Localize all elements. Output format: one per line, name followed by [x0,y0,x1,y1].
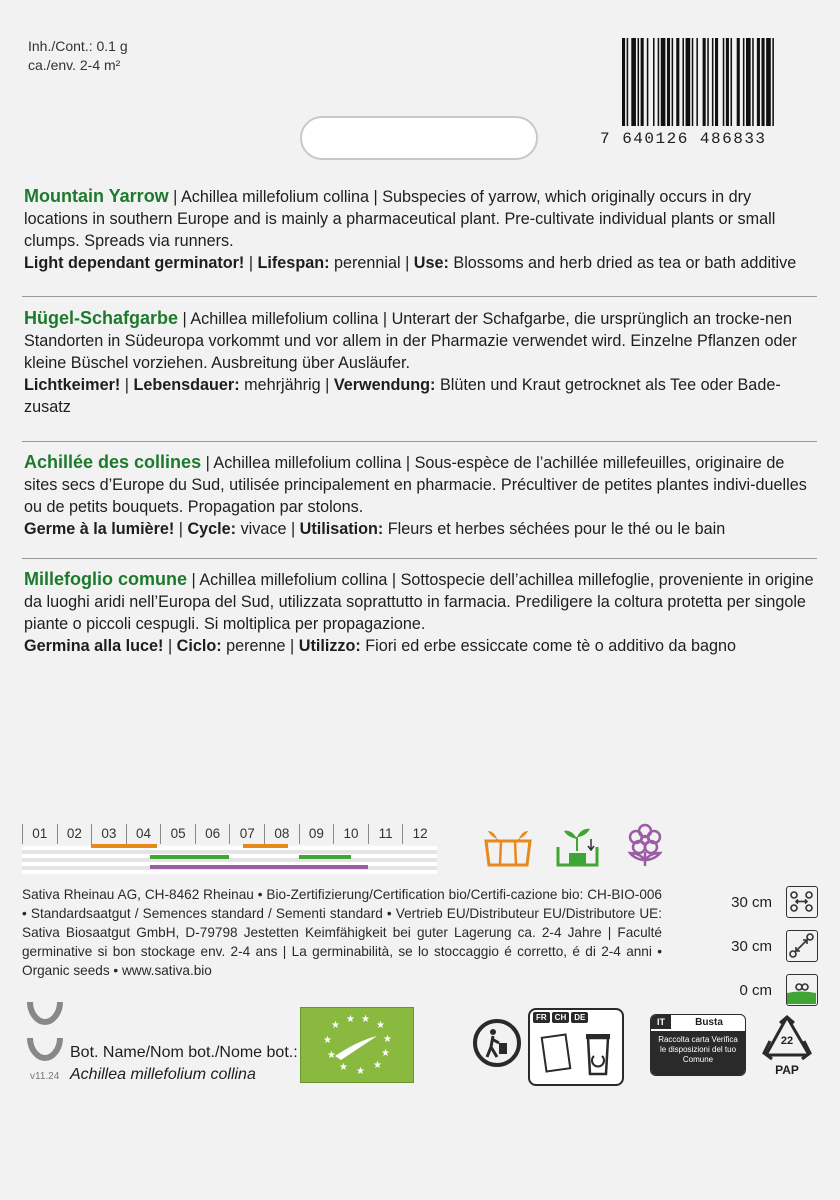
calendar-bar [299,855,351,859]
svg-text:★: ★ [361,1014,370,1025]
latin-name: Achillea millefolium collina [199,571,388,589]
month-label: 04 [126,824,161,844]
content-weight: Inh./Cont.: 0.1 g [28,38,128,54]
barcode-bar [726,38,729,126]
month-label: 06 [195,824,230,844]
barcode-bar [703,38,706,126]
barcode-bar [676,38,679,126]
month-label: 08 [264,824,299,844]
germination-note: Lichtkeimer! [24,376,121,394]
barcode-bar [743,38,745,126]
sowing-depth-icon [786,974,818,1006]
barcode-bar [653,38,655,126]
svg-text:★: ★ [339,1062,348,1073]
use-value: Blüten und Kraut getrocknet als Tee oder Bade-zusatz [24,376,781,416]
barcode-bar [641,38,644,126]
lifespan-value: mehrjährig [244,376,321,394]
barcode-bar [686,38,691,126]
botanical-name [70,1042,298,1086]
svg-text:★: ★ [323,1035,332,1046]
direct-sowing-icon [555,825,600,867]
calendar-bars [22,844,437,874]
barcode-bar [682,38,684,126]
section-title: Mountain Yarrow [24,186,169,206]
section-title: Hügel-Schafgarbe [24,308,179,328]
company-info: Sativa Rheinau AG, CH-8462 Rheinau • Bio-Zertifizierung/Certification bio/Certifi-cazione bio: CH-BIO-006 • Standardsaatgut / Semences standard / Sementi standard • Vertrieb EU/Distributeur EU/Distributore UE: Sativa Biosaatgut GmbH, D-79798 Jestetten Keimfähigkeit bei guter Lagerung ca. 2-4 Jahre | Faculté germinative si bon stockage env. 2-4 ans | La germinabilità, se lo stoccaggio é corretto, é di 2-4 anni • Organic seeds • www.sativa.bio [22,887,662,978]
lifespan-label: Lebensdauer: [133,376,240,394]
use-label: Verwendung: [333,376,436,394]
pre-cultivation-icon [483,827,533,867]
barcode-bar [712,38,714,126]
tidyman-icon [471,1017,523,1069]
coverage-area: ca./env. 2-4 m² [28,57,121,73]
barcode-bar [731,38,733,126]
barcode-bar [631,38,636,126]
barcode-bars [600,38,820,133]
section-description: Sottospecie dell’achillea millefoglie, proveniente in origine da luoghi aridi nell’Europa del Sud, utilizzata soprattutto in farmacia. Prediligere la coltura protetta per singole piante o piccoli cespugli. Si moltiplica per propagazione. [24,571,814,633]
barcode-bar [661,38,666,126]
lifespan-value: perenne [226,637,286,655]
svg-text:★: ★ [346,1014,355,1025]
barcode-bar [746,38,751,126]
flowering-icon [625,822,665,867]
calendar-months [22,824,437,844]
barcode-bar [737,38,740,126]
latin-name: Achillea millefolium collina [213,454,402,472]
hang-hole [300,116,538,160]
germination-note: Germina alla luce! [24,637,164,655]
svg-text:★: ★ [376,1020,385,1031]
barcode-bar [757,38,760,126]
svg-text:★: ★ [327,1050,336,1061]
barcode-bar [766,38,771,126]
barcode-bar [658,38,660,126]
svg-text:★: ★ [373,1060,382,1071]
botanical-label: Bot. Name/Nom bot./Nome bot.: [70,1044,298,1061]
row-spacing-icon [786,886,818,918]
country-tag: CH [552,1012,570,1023]
country-tag: DE [571,1012,588,1023]
section-description: Subspecies of yarrow, which originally occurs in dry locations in southern Europe and is mainly a pharmaceutical plant. Pre-cultivate individual plants or small clumps. Spreads via runners. [24,188,776,250]
barcode-bar [667,38,670,126]
month-label: 03 [91,824,126,844]
version-label: v11.24 [30,1071,60,1082]
plant-spacing-value: 30 cm [731,938,772,955]
pap-recycling-icon [758,1015,816,1081]
italian-recycling-box [650,1014,746,1076]
use-value: Fiori ed erbe essiccate come tè o additivo da bagno [365,637,737,655]
germination-note: Germe à la lumière! [24,520,175,538]
month-label: 01 [22,824,57,844]
section-fr: Achillée des collines | Achillea millefolium collina | Sous-espèce de l’achillée millefeuilles, originaire de sites secs d’Europe du Sud, utilisée principalement en pharmacie. Précultiver de petites plantes indivi-duelles ou de petits bouquets. Propagation par stolons. Germe à la lumière! | Cycle: vivace | Utilisation: Fleurs et herbes séchées pour le thé ou le bain [24,452,807,538]
barcode-number: 7 640126 486833 [600,130,767,148]
lifespan-label: Lifespan: [257,254,330,272]
it-tag: IT [651,1015,671,1029]
spacing-info [700,886,820,1016]
lifespan-value: vivace [240,520,287,538]
latin-name: Achillea millefolium collina [181,188,370,206]
svg-text:★: ★ [331,1020,340,1031]
month-label: 11 [368,824,403,844]
country-tag: FR [533,1012,550,1023]
busta-label: Busta [695,1017,723,1028]
barcode-bar [672,38,674,126]
plant-spacing-icon [786,930,818,962]
use-label: Utilisation: [299,520,384,538]
month-label: 10 [333,824,368,844]
barcode-bar [762,38,765,126]
section-description: Unterart der Schafgarbe, die ursprünglich an trocke-nen Standorten in Südeuropa vorkommt und vor allem in der Pharmazie verwendet wird. Einzelne Pflanzen oder kleine Büschel vorziehen. Ausbreitung über Ausläufer. [24,310,797,372]
barcode-bar [622,38,625,126]
lifespan-label: Cycle: [187,520,237,538]
month-label: 12 [402,824,437,844]
divider [22,296,817,297]
barcode-bar [638,38,640,126]
barcode-bar [772,38,774,126]
barcode [600,38,820,153]
use-label: Use: [413,254,449,272]
month-label: 02 [57,824,92,844]
barcode-bar [627,38,629,126]
section-title: Millefoglio comune [24,569,188,589]
use-value: Fleurs et herbes séchées pour le thé ou le bain [387,520,726,538]
sowing-calendar [22,824,437,874]
section-en: Mountain Yarrow | Achillea millefolium collina | Subspecies of yarrow, which originally occurs in dry locations in southern Europe and is mainly a pharmaceutical plant. Pre-cultivate individual plants or small clumps. Spreads via runners. Light dependant germinator! | Lifespan: perennial | Use: Blossoms and herb dried as tea or bath additive [24,186,797,272]
calendar-bar [243,844,288,848]
divider [22,558,817,559]
month-label: 07 [229,824,264,844]
country-tags [533,1012,588,1023]
section-description: Sous-espèce de l’achillée millefeuilles, originaire de sites secs d’Europe du Sud, utilisée principalement en pharmacie. Précultiver de petites plantes indivi-duelles ou de petits bouquets. Propagation par stolons. [24,454,807,516]
calendar-bar [91,844,157,848]
emboss-marks [26,1000,64,1065]
latin-name: Achillea millefolium collina [190,310,379,328]
section-title: Achillée des collines [24,452,202,472]
lifespan-label: Ciclo: [176,637,222,655]
divider [22,441,817,442]
busta-instructions: Raccolta carta Verifica le disposizioni del tuo Comune [651,1031,745,1075]
svg-text:★: ★ [381,1048,390,1059]
sowing-depth-value: 0 cm [739,982,772,999]
lifespan-value: perennial [333,254,401,272]
content-info [28,37,128,75]
germination-note: Light dependant germinator! [24,254,245,272]
calendar-bar [150,865,368,869]
calendar-bar [150,855,230,859]
barcode-bar [647,38,649,126]
month-label: 05 [160,824,195,844]
barcode-bar [715,38,718,126]
barcode-bar [752,38,754,126]
use-label: Utilizzo: [298,637,361,655]
barcode-bar [707,38,709,126]
barcode-bar [696,38,698,126]
row-spacing-value: 30 cm [731,894,772,911]
eu-organic-logo [300,1007,414,1083]
triman-box [528,1008,624,1086]
svg-text:★: ★ [356,1066,365,1077]
pap-label: PAP [775,1063,799,1077]
barcode-bar [692,38,694,126]
pap-number: 22 [780,1035,794,1047]
botanical-value: Achillea millefolium collina [70,1066,256,1083]
svg-text:★: ★ [383,1034,392,1045]
barcode-bar [723,38,725,126]
section-de: Hügel-Schafgarbe | Achillea millefolium collina | Unterart der Schafgarbe, die ursprünglich an trocke-nen Standorten in Südeuropa vorkommt und vor allem in der Pharmazie verwendet wird. Einzelne Pflanzen oder kleine Büschel vorziehen. Ausbreitung über Ausläufer. Lichtkeimer! | Lebensdauer: mehrjährig | Verwendung: Blüten und Kraut getrocknet als Tee oder Bade-zusatz [24,308,797,416]
section-it: Millefoglio comune | Achillea millefolium collina | Sottospecie dell’achillea millefoglie, proveniente in origine da luoghi aridi nell’Europa del Sud, utilizzata soprattutto in farmacia. Prediligere la coltura protetta per singole piante o piccoli cespugli. Si moltiplica per propagazione. Germina alla luce! | Ciclo: perenne | Utilizzo: Fiori ed erbe essiccate come tè o additivo da bagno [24,569,814,655]
use-value: Blossoms and herb dried as tea or bath additive [453,254,797,272]
month-label: 09 [299,824,334,844]
